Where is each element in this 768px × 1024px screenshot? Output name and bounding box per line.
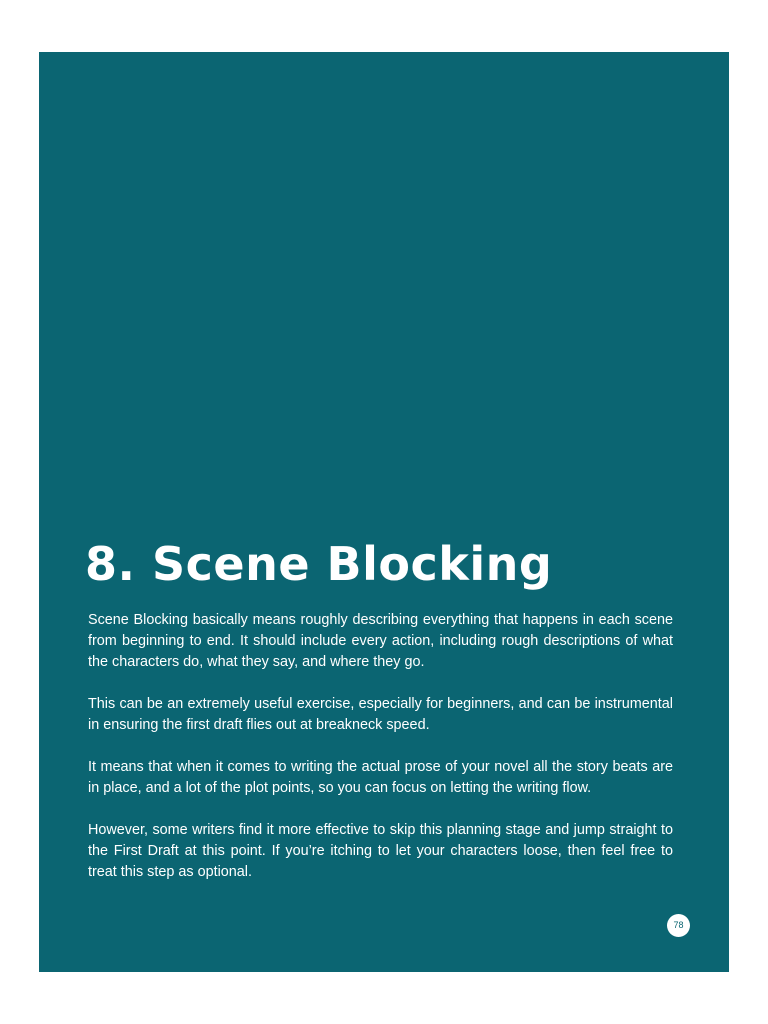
document-page: [39, 52, 729, 972]
body-text: [88, 610, 673, 904]
page-number-badge: 78: [667, 914, 690, 937]
paragraph: Scene Blocking basically means roughly describing everything that happens in each scene from beginning to end. It should include every action, including rough descriptions of what the characters do, what they say, and where they go.: [88, 612, 673, 670]
paragraph: It means that when it comes to writing the actual prose of your novel all the story beats are in place, and a lot of the plot points, so you can focus on letting the writing flow.: [88, 759, 673, 796]
paragraph: This can be an extremely useful exercise, especially for beginners, and can be instrumental in ensuring the first draft flies out at breakneck speed.: [88, 696, 673, 733]
paragraph: However, some writers find it more effective to skip this planning stage and jump straight to the First Draft at this point. If you’re itching to let your characters loose, then feel free to treat this step as optional.: [88, 822, 673, 880]
section-heading: 8. Scene Blocking: [85, 537, 553, 591]
